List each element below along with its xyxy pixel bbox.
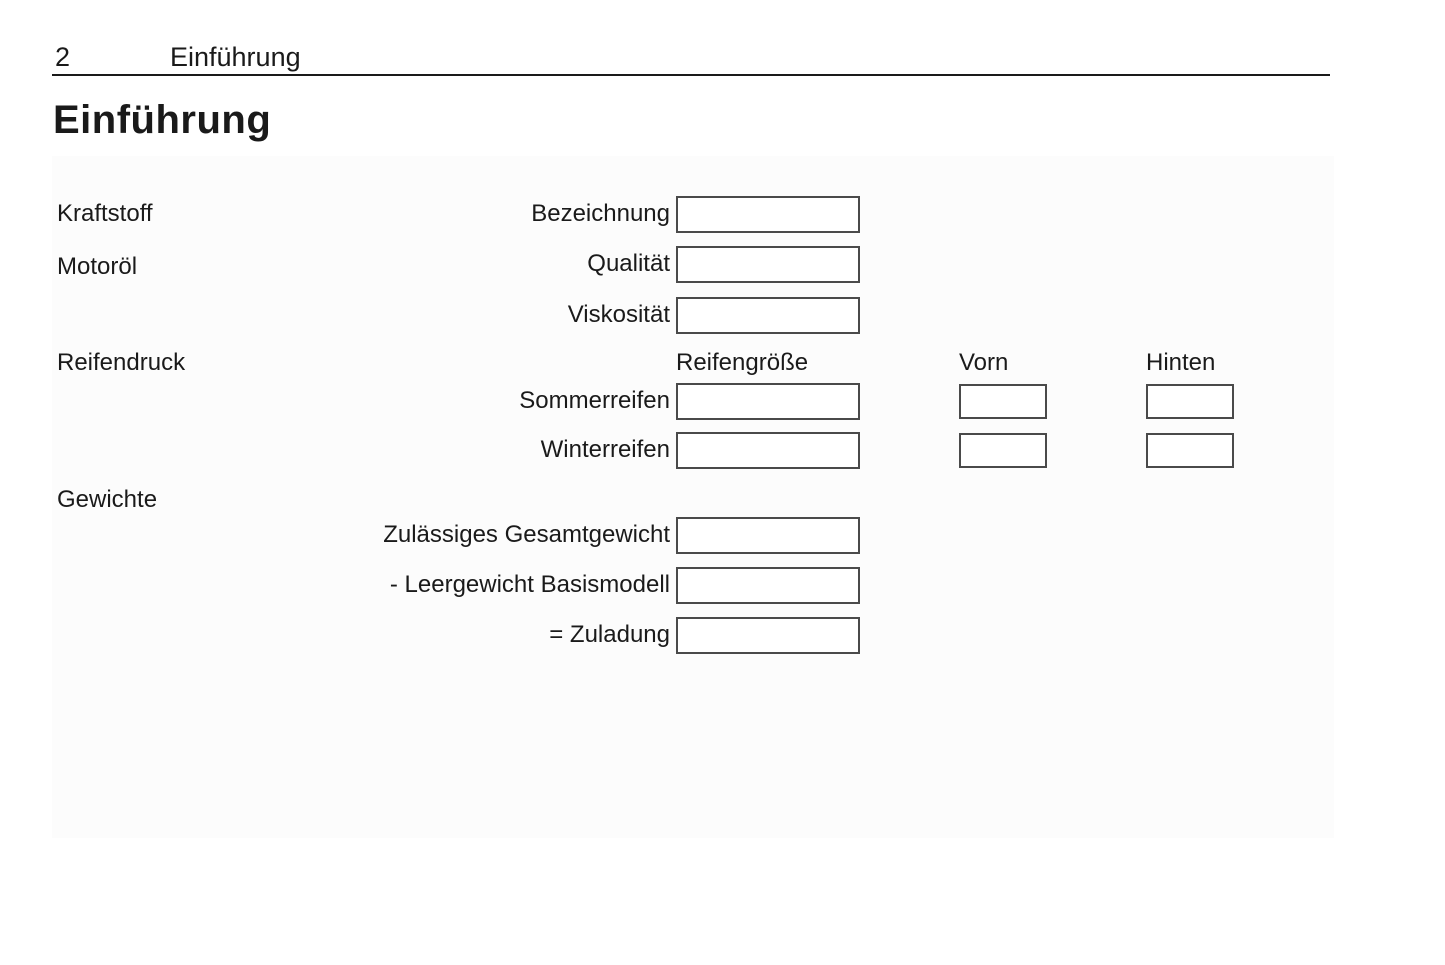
sommerreifen-vorn-input[interactable] xyxy=(959,384,1047,419)
page-number: 2 xyxy=(55,42,71,72)
winterreifen-vorn-input[interactable] xyxy=(959,433,1047,468)
chapter-title: Einführung xyxy=(170,42,301,72)
field-label-zuladung: = Zuladung xyxy=(549,621,670,648)
column-header-vorn: Vorn xyxy=(959,349,1009,376)
field-label-winterreifen: Winterreifen xyxy=(540,436,670,463)
section-label-reifendruck: Reifendruck xyxy=(57,349,186,376)
zuladung-input[interactable] xyxy=(676,617,860,654)
section-label-motoroel: Motoröl xyxy=(57,253,138,280)
field-label-sommerreifen: Sommerreifen xyxy=(519,387,670,414)
qualitaet-input[interactable] xyxy=(676,246,860,283)
winterreifen-hinten-input[interactable] xyxy=(1146,433,1234,468)
winterreifen-groesse-input[interactable] xyxy=(676,432,860,469)
field-label-qualitaet: Qualität xyxy=(587,250,670,277)
section-label-kraftstoff: Kraftstoff xyxy=(57,200,153,227)
viskositaet-input[interactable] xyxy=(676,297,860,334)
gesamtgewicht-input[interactable] xyxy=(676,517,860,554)
field-label-leergewicht: - Leergewicht Basismodell xyxy=(389,571,670,598)
column-header-hinten: Hinten xyxy=(1146,349,1216,376)
leergewicht-input[interactable] xyxy=(676,567,860,604)
sommerreifen-hinten-input[interactable] xyxy=(1146,384,1234,419)
section-label-gewichte: Gewichte xyxy=(57,486,158,513)
page-title: Einführung xyxy=(53,98,272,142)
header-rule xyxy=(52,74,1330,76)
bezeichnung-input[interactable] xyxy=(676,196,860,233)
field-label-viskositaet: Viskosität xyxy=(567,301,670,328)
sommerreifen-groesse-input[interactable] xyxy=(676,383,860,420)
column-header-reifengroesse: Reifengröße xyxy=(676,349,809,376)
field-label-bezeichnung: Bezeichnung xyxy=(531,200,670,227)
field-label-gesamtgewicht: Zulässiges Gesamtgewicht xyxy=(383,521,670,548)
